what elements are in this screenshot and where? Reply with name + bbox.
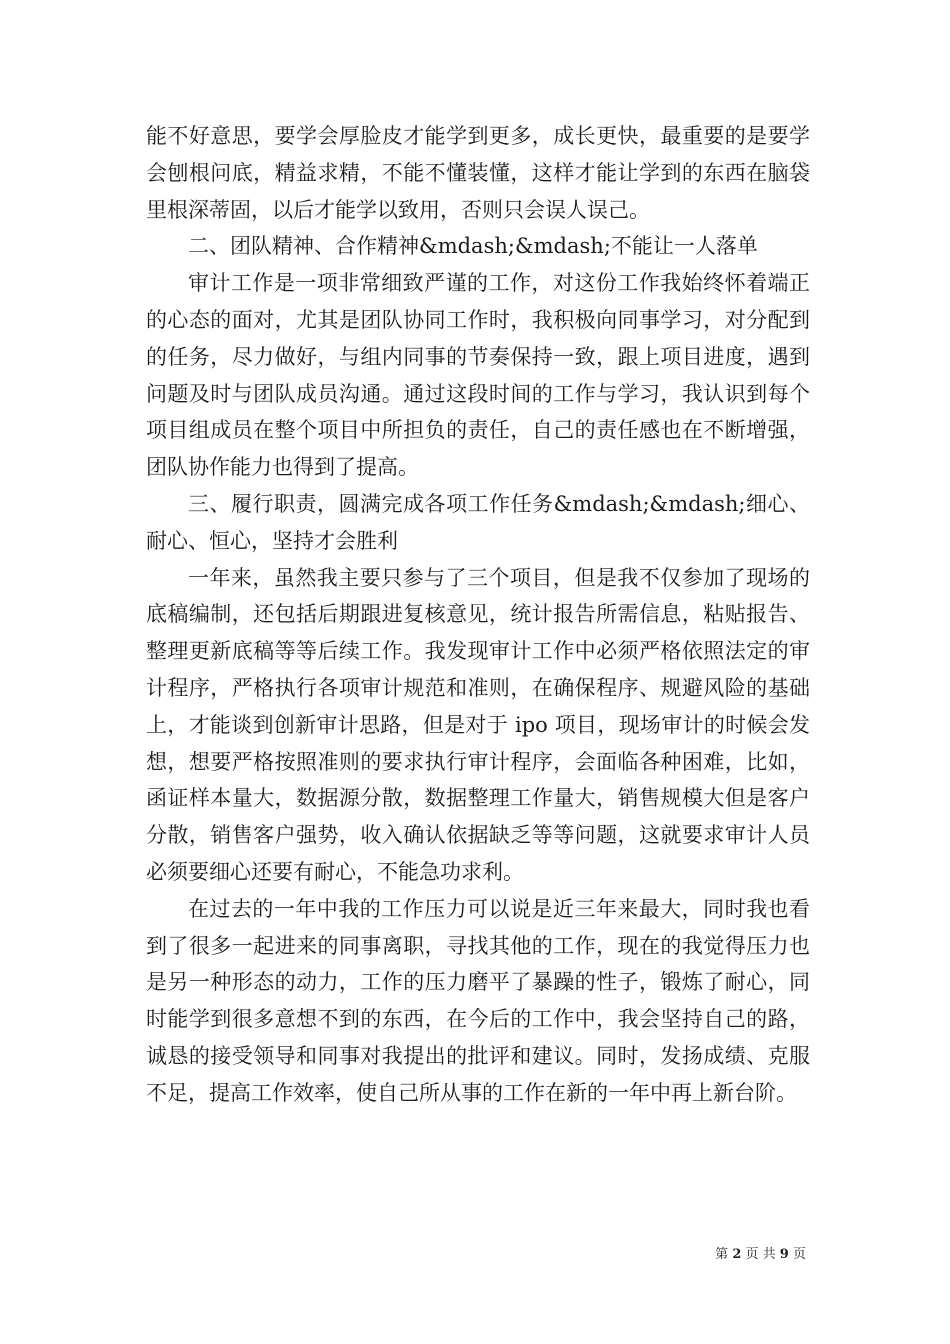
footer-total-pages: 9 [779,1247,789,1262]
section-heading-teamwork: 二、团队精神、合作精神&mdash;&mdash;不能让一人落单 [188,234,758,259]
paragraph-pressure: 在过去的一年中我的工作压力可以说是近三年来最大，同时我也看到了很多一起进来的同事离职，寻找其他的工作，现在的我觉得压力也是另一种形态的动力，工作的压力磨平了暴躁的性子，锻炼了耐心，同时能学到很多意想不到的东西，在今后的工作中，我会坚持自己的路，诚恳的接受领导和同事对我提出的批评和建议。同时，发扬成绩、克服不足，提高工作效率，使自己所从事的工作在新的一年中再上新台阶。 [146,896,810,1105]
section-heading-duties: 三、履行职责，圆满完成各项工作任务&mdash;&mdash;细心、耐心、恒心，坚持才会胜利 [146,491,810,553]
page-number-footer [0,1247,806,1263]
paragraph-duties: 一年来，虽然我主要只参与了三个项目，但是我不仅参加了现场的底稿编制，还包括后期跟进复核意见，统计报告所需信息，粘贴报告、整理更新底稿等等后续工作。我发现审计工作中必须严格依照法定的审计程序，严格执行各项审计规范和准则，在确保程序、规避风险的基础上，才能谈到创新审计思路，但是对于 ipo 项目，现场审计的时候会发想，想要严格按照准则的要求执行审计程序，会面临各种困难，比如，函证样本量大，数据源分散，数据整理工作量大，销售规模大但是客户分散，销售客户强势，收入确认依据缺乏等等问题，这就要求审计人员必须要细心还要有耐心，不能急功求利。 [146,565,810,884]
footer-middle: 页 共 [745,1247,776,1262]
paragraph-continuation: 能不好意思，要学会厚脸皮才能学到更多，成长更快，最重要的是要学会刨根问底，精益求精，不能不懂装懂，这样才能让学到的东西在脑袋里根深蒂固，以后才能学以致用，否则只会误人误己。 [146,124,810,222]
footer-prefix: 第 [715,1247,729,1262]
document-body [146,118,810,1112]
paragraph-teamwork: 审计工作是一项非常细致严谨的工作，对这份工作我始终怀着端正的心态的面对，尤其是团队协同工作时，我积极向同事学习，对分配到的任务，尽力做好，与组内同事的节奏保持一致，跟上项目进度，遇到问题及时与团队成员沟通。通过这段时间的工作与学习，我认识到每个项目组成员在整个项目中所担负的责任，自己的责任感也在不断增强，团队协作能力也得到了提高。 [146,271,810,480]
footer-current-page: 2 [732,1247,742,1262]
footer-suffix: 页 [792,1247,806,1262]
